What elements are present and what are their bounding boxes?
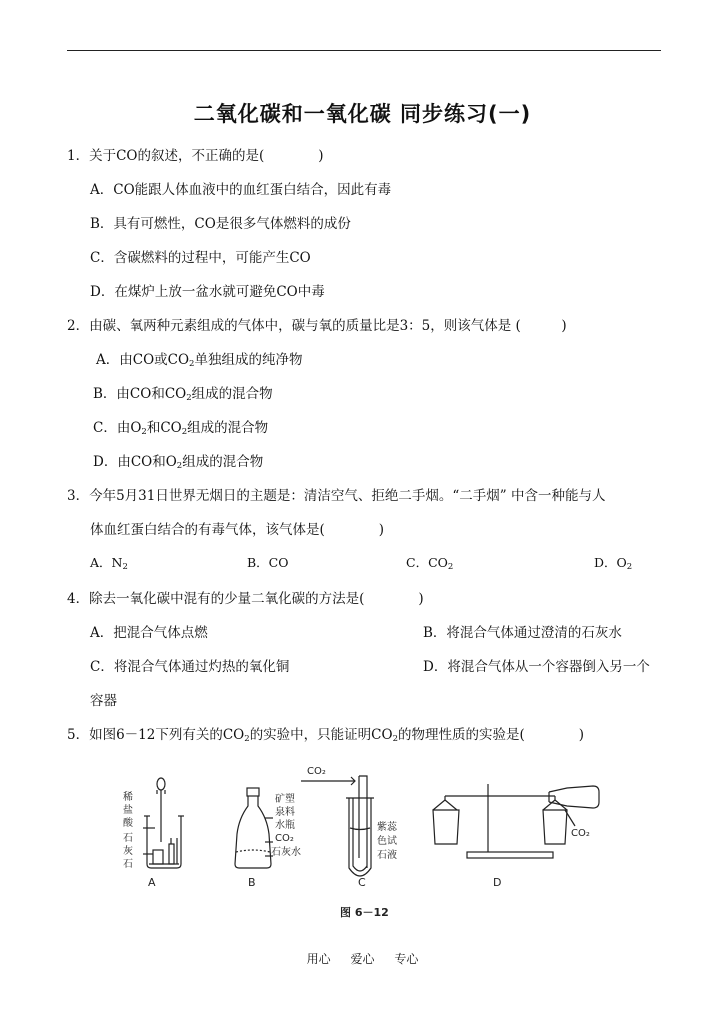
q2-option-b: B．由CO和$CO_2$组成的混合物 [93, 386, 273, 403]
c-co2-label: CO₂ [307, 766, 326, 777]
q5-stem: 5．如图6－12下列有关的$CO_2$的实验中，只能证明$CO_2$的物理性质的实验是( ) [67, 727, 585, 744]
footer [0, 950, 725, 967]
q4-option-c: C．将混合气体通过灼热的氧化铜 [90, 659, 290, 675]
q1-option-c: C．含碳燃料的过程中，可能产生CO [90, 250, 311, 266]
q3-stem-line2: 体血红蛋白结合的有毒气体，该气体是( ) [90, 522, 385, 538]
q1-option-b: B．具有可燃性，CO是很多气体燃料的成份 [90, 216, 351, 232]
experiment-illustration [115, 758, 605, 928]
a-label-4: 石 [123, 833, 133, 844]
q3-option-b: B．CO [247, 555, 289, 570]
figure-caption: 图 6－12 [340, 906, 389, 919]
q1-option-a: A．CO能跟人体血液中的血红蛋白结合，因此有毒 [90, 182, 392, 198]
footer-item-1: 用心 [306, 952, 331, 966]
a-label-1: 稀 [123, 792, 133, 803]
a-label-6: 石 [123, 859, 133, 870]
b-label-2: 泉料 [275, 807, 295, 818]
q4-option-a: A．把混合气体点燃 [90, 625, 208, 641]
d-co2-label: CO₂ [571, 828, 590, 839]
apparatus-b [235, 788, 273, 868]
figure-letter-c: C [358, 876, 366, 889]
b-label-5: 石灰水 [271, 847, 301, 858]
footer-item-2: 爱心 [350, 952, 375, 966]
c-label-3: 石液 [377, 850, 397, 861]
c-label-2: 色试 [377, 836, 397, 847]
figure-letter-a: A [148, 876, 156, 889]
q4-stem: 4．除去一氧化碳中混有的少量二氧化碳的方法是( ) [67, 591, 424, 607]
a-label-3: 酸 [123, 818, 133, 829]
figure-6-12 [115, 758, 605, 928]
b-label-4: CO₂ [275, 833, 294, 844]
q2-stem: 2．由碳、氧两种元素组成的气体中，碳与氧的质量比是3：5，则该气体是 ( ) [67, 318, 567, 334]
figure-letter-b: B [248, 876, 256, 889]
q2-option-d: D．由CO和$O_2$组成的混合物 [93, 454, 264, 471]
a-label-2: 盐 [123, 805, 133, 816]
c-label-1: 紫蕊 [377, 822, 397, 833]
q1-stem: 1．关于CO的叙述，不正确的是( ) [67, 148, 324, 164]
a-label-5: 灰 [123, 846, 133, 857]
q3-option-a: A．$N_2$ [90, 555, 128, 572]
q4-option-d: D．将混合气体从一个容器倒入另一个 [423, 659, 650, 675]
b-label-3: 水瓶 [275, 820, 295, 831]
apparatus-c [301, 776, 374, 876]
page-title: 二氧化碳和一氧化碳 同步练习(一) [193, 102, 532, 126]
q4-option-b: B．将混合气体通过澄清的石灰水 [423, 625, 622, 641]
footer-item-3: 专心 [394, 952, 419, 966]
q2-option-a: A．由CO或$CO_2$单独组成的纯净物 [96, 352, 303, 369]
q2-option-c: C．由$O_2$和$CO_2$组成的混合物 [93, 420, 269, 437]
q3-option-d: D．$O_2$ [594, 555, 633, 572]
q3-stem-line1: 3．今年5月31日世界无烟日的主题是：清洁空气、拒绝二手烟。“二手烟” 中含一种能与人 [67, 488, 606, 504]
b-label-1: 矿塑 [275, 794, 295, 805]
figure-letter-d: D [493, 876, 502, 889]
q3-option-c: C．$CO_2$ [406, 555, 454, 572]
apparatus-d [433, 784, 599, 858]
apparatus-a [143, 778, 184, 868]
q1-option-d: D．在煤炉上放一盆水就可避免CO中毒 [90, 284, 325, 300]
header-rule [67, 50, 661, 51]
q4-option-d-continued: 容器 [90, 693, 117, 709]
